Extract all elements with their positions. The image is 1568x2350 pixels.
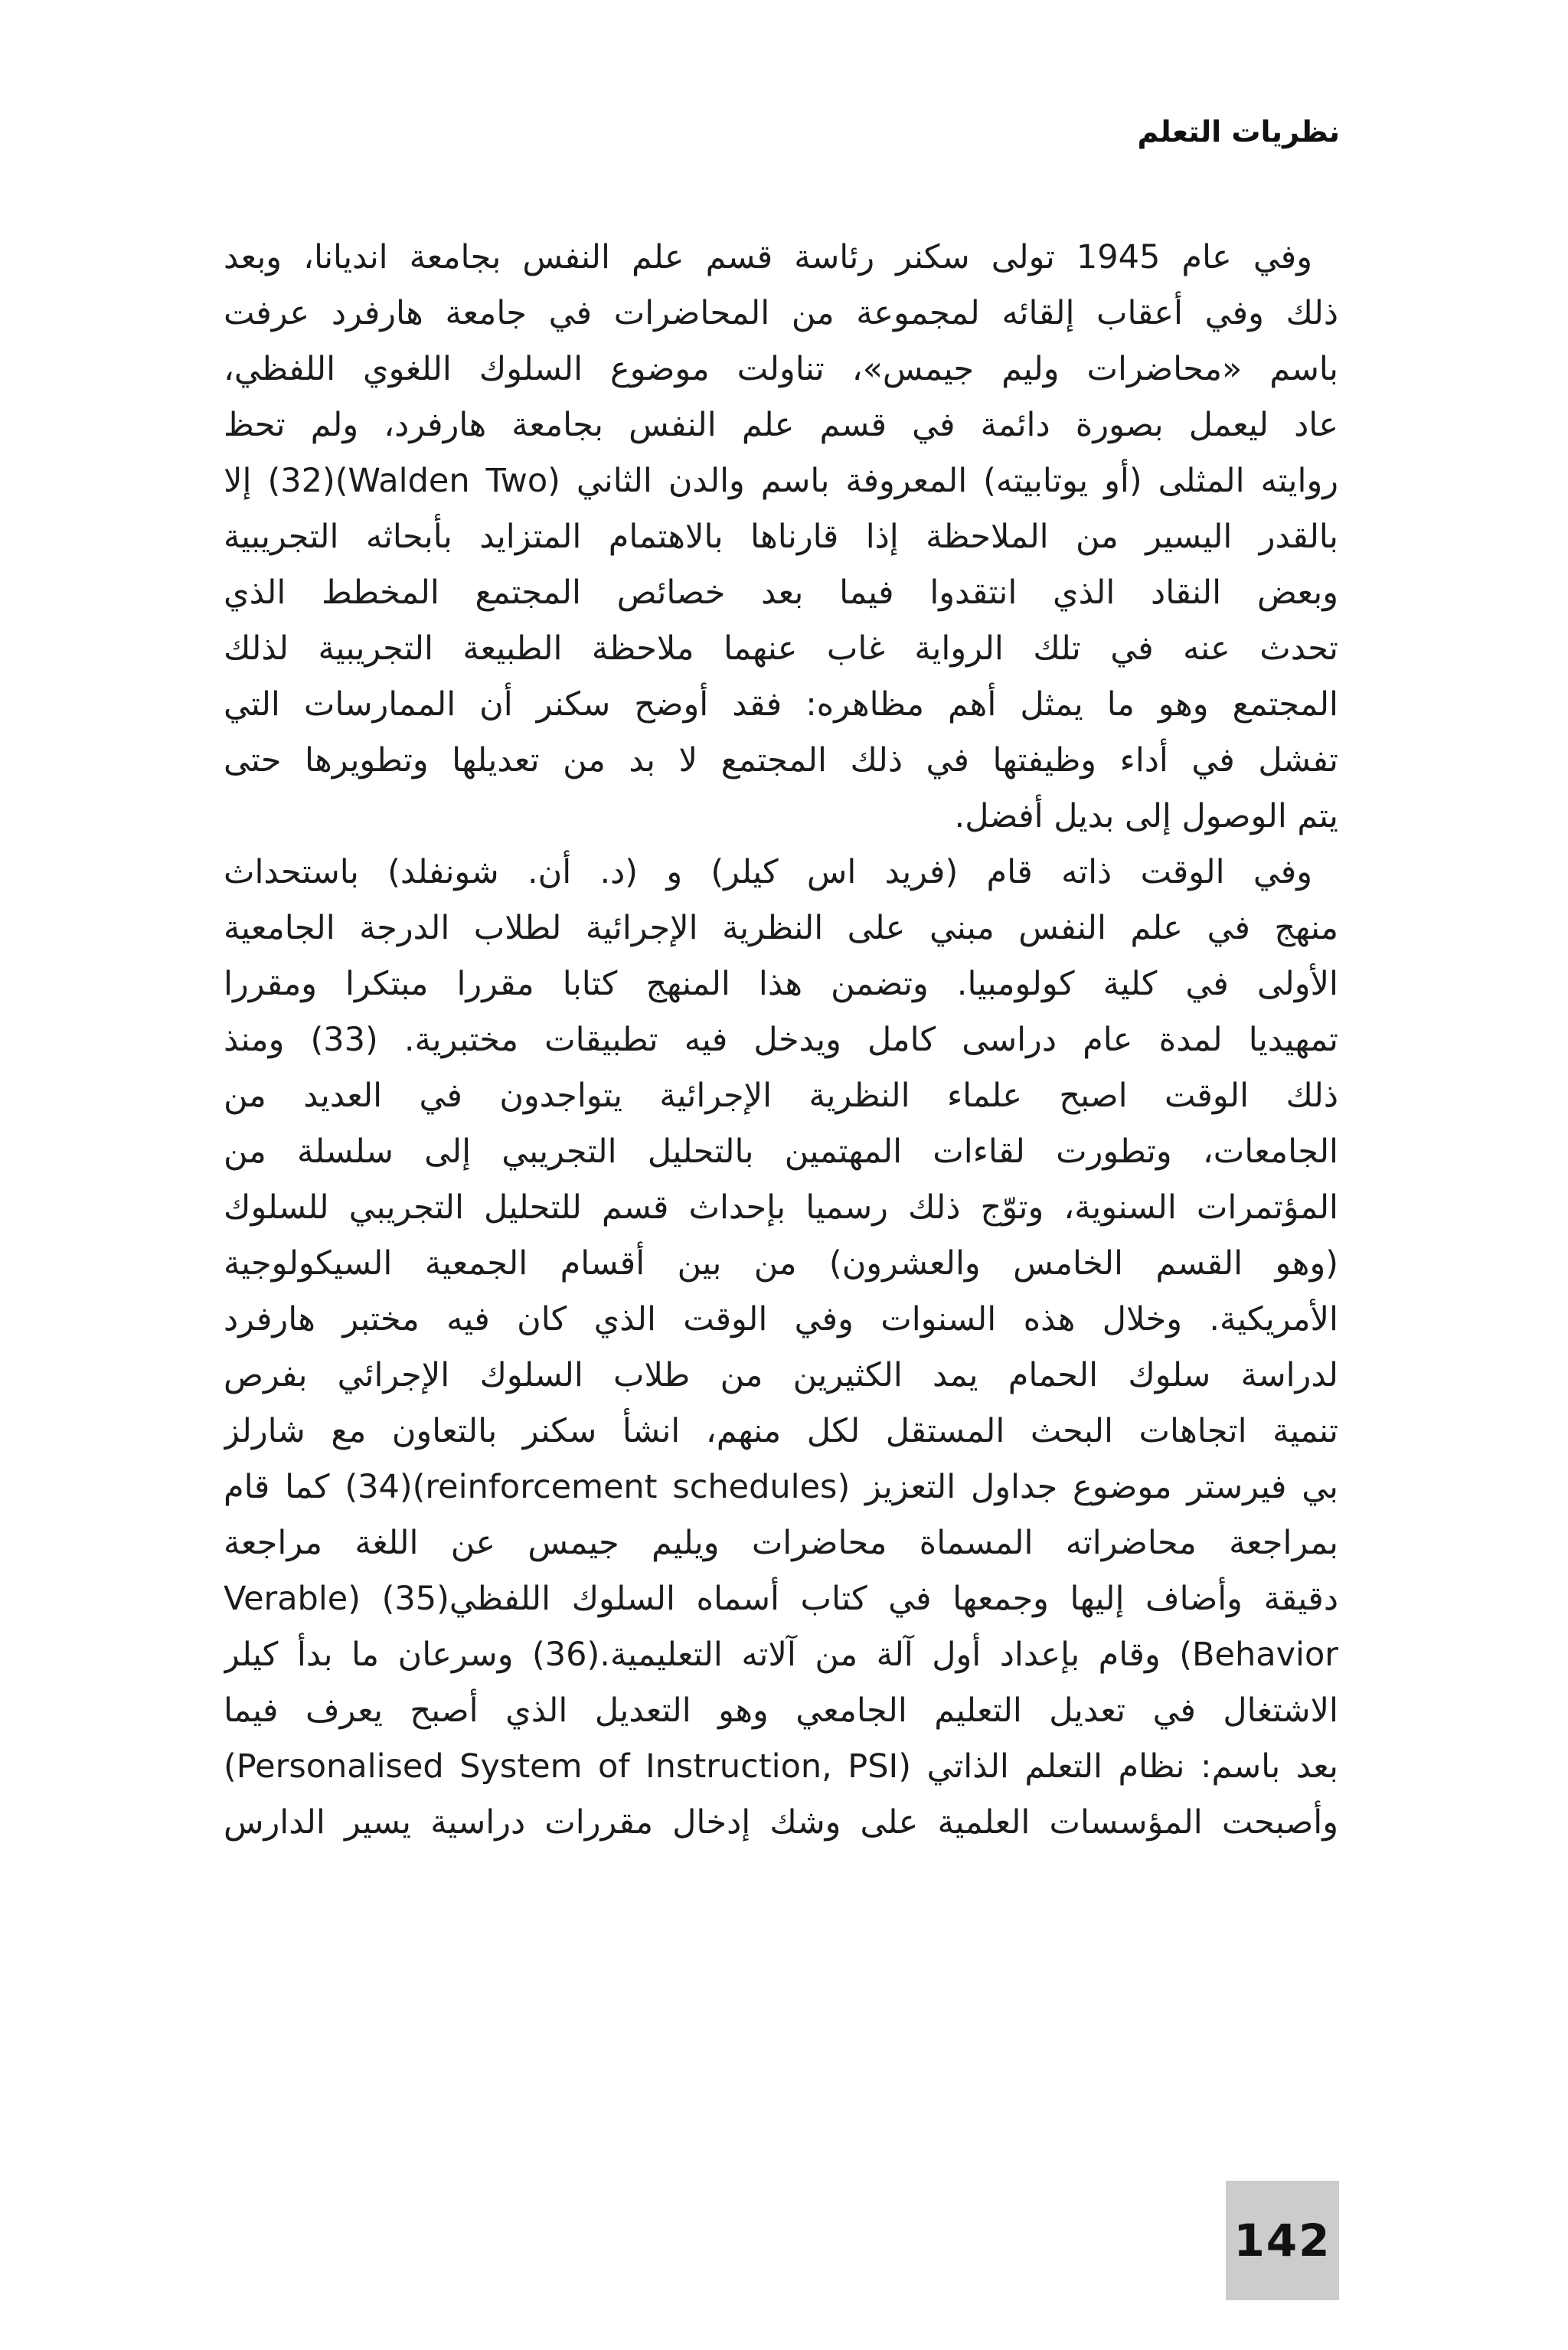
text-line: وبعض النقاد الذي انتقدوا فيما بعد خصائص المجتمع المخطط الذي <box>224 574 1338 612</box>
text-line: الاشتغال في تعديل التعليم الجامعي وهو التعديل الذي أصبح يعرف فيما <box>224 1691 1338 1730</box>
text-line: المجتمع وهو ما يمثل أهم مظاهره: فقد أوضح سكنر أن الممارسات التي <box>224 685 1338 724</box>
text-line: منهج في علم النفس مبني على النظرية الإجرائية لطلاب الدرجة الجامعية <box>224 909 1338 947</box>
text-line: الجامعات، وتطورت لقاءات المهتمين بالتحليل التجريبي إلى سلسلة من <box>224 1133 1338 1171</box>
text-line: المؤتمرات السنوية، وتوّج ذلك رسميا بإحداث قسم للتحليل التجريبي للسلوك <box>224 1188 1338 1227</box>
text-line: روايته المثلى (أو يوتابيته) المعروفة باسم والدن الثاني (Walden Two)(32) إلا <box>224 462 1338 500</box>
text-line: تحدث عنه في تلك الرواية غاب عنهما ملاحظة الطبيعة التجريبية لذلك <box>224 629 1338 668</box>
text-line: بعد باسم: نظام التعلم الذاتي (Personalised System of Instruction, PSI) <box>224 1747 1338 1786</box>
text-line: ذلك الوقت اصبح علماء النظرية الإجرائية يتواجدون في العديد من <box>224 1077 1338 1115</box>
text-line: تفشل في أداء وظيفتها في ذلك المجتمع لا بد من تعديلها وتطويرها حتى <box>224 741 1338 780</box>
text-line: يتم الوصول إلى بديل أفضل. <box>954 797 1338 835</box>
text-line: بمراجعة محاضراته المسماة محاضرات ويليم جيمس عن اللغة مراجعة <box>224 1524 1338 1562</box>
text-line: لدراسة سلوك الحمام يمد الكثيرين من طلاب السلوك الإجرائي بفرص <box>224 1356 1338 1394</box>
text-line: وفي الوقت ذاته قام (فريد اس كيلر) و (د. أن. شونفلد) باستحداث <box>224 853 1312 891</box>
text-line: الأولى في كلية كولومبيا. وتضمن هذا المنهج كتابا مقررا مبتكرا ومقررا <box>224 965 1338 1003</box>
body-text <box>224 230 1338 1851</box>
text-line: بالقدر اليسير من الملاحظة إذا قارناها بالاهتمام المتزايد بأبحاثه التجريبية <box>224 518 1338 556</box>
text-line: ذلك وفي أعقاب إلقائه لمجموعة من المحاضرات في جامعة هارفرد عرفت <box>224 294 1338 332</box>
text-line: دقيقة وأضاف إليها وجمعها في كتاب أسماه السلوك اللفظي(35) (Verable <box>224 1580 1338 1618</box>
text-line: (وهو القسم الخامس والعشرون) من بين أقسام الجمعية السيكولوجية <box>224 1244 1338 1283</box>
text-line: وأصبحت المؤسسات العلمية على وشك إدخال مقررات دراسية يسير الدارس <box>224 1803 1338 1842</box>
text-line: عاد ليعمل بصورة دائمة في قسم علم النفس بجامعة هارفرد، ولم تحظ <box>224 406 1338 444</box>
page-number: 142 <box>1233 2214 1331 2267</box>
text-line: وفي عام 1945 تولى سكنر رئاسة قسم علم النفس بجامعة انديانا، وبعد <box>224 238 1312 276</box>
paragraph <box>224 230 1338 845</box>
text-line: الأمريكية. وخلال هذه السنوات وفي الوقت الذي كان فيه مختبر هارفرد <box>224 1300 1338 1338</box>
paragraph <box>224 845 1338 1851</box>
text-line: تنمية اتجاهات البحث المستقل لكل منهم، انشأ سكنر بالتعاون مع شارلز <box>224 1412 1338 1450</box>
running-header-title: نظريات التعلم <box>1137 115 1340 149</box>
text-line: تمهيديا لمدة عام دراسى كامل ويدخل فيه تطبيقات مختبرية. (33) ومنذ <box>224 1021 1338 1059</box>
text-line: باسم «محاضرات وليم جيمس»، تناولت موضوع السلوك اللغوي اللفظي، <box>224 350 1338 388</box>
text-line: بي فيرستر موضوع جداول التعزيز (reinforcement schedules)(34) كما قام <box>224 1468 1338 1506</box>
page-number-box <box>1226 2181 1339 2300</box>
text-line: Behavior) وقام بإعداد أول آلة من آلاته التعليمية.(36) وسرعان ما بدأ كيلر <box>224 1636 1338 1674</box>
